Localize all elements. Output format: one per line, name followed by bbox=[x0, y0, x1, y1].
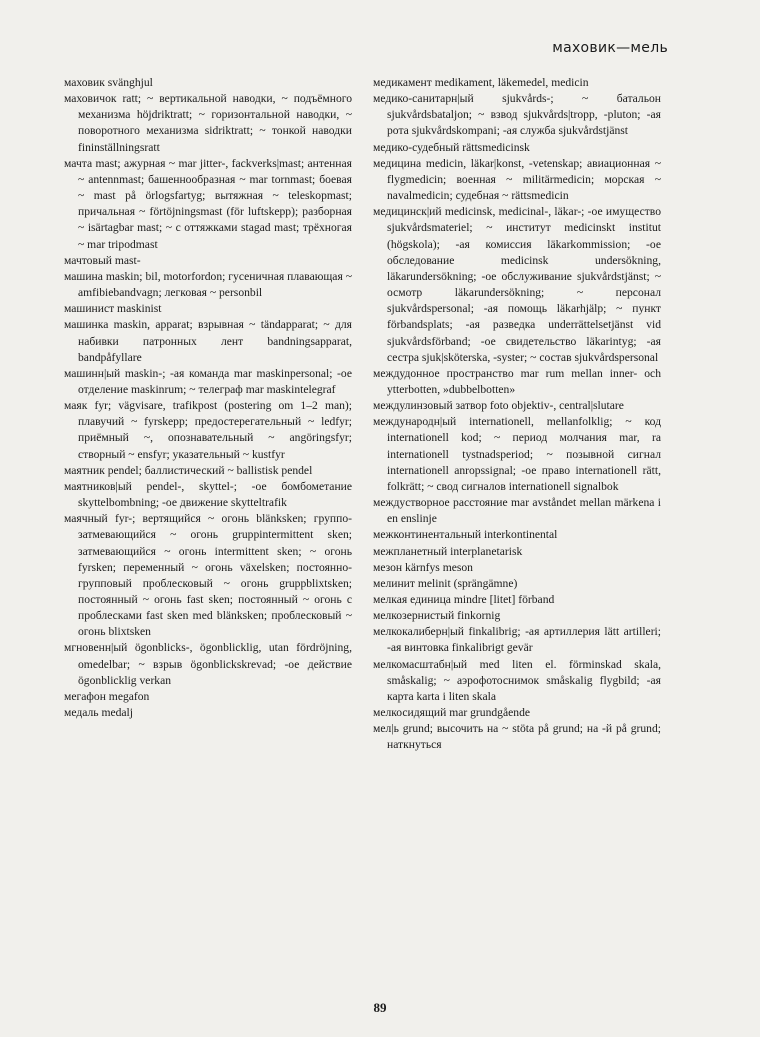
dictionary-entry: машинист maskinist bbox=[64, 302, 162, 316]
dictionary-entry: маятник pendel; баллистический ~ ballistisk pendel bbox=[64, 463, 313, 477]
page-number: 89 bbox=[373, 1000, 387, 1015]
right-column bbox=[373, 75, 661, 754]
dictionary-entry: мел|ь grund; высочить на ~ stöta på grund; на -й på grund; наткнуться bbox=[373, 722, 661, 752]
dictionary-entry: машинка maskin, apparat; взрывная ~ tändapparat; ~ для набивки патронных лент bandningsapparat, bandpåfyllare bbox=[64, 318, 352, 364]
dictionary-entry: мелкомасштабн|ый med liten el. förminskad skala, småskalig; ~ аэрофотоснимок småskalig flygbild; -ая карта karta i liten skala bbox=[373, 657, 661, 703]
dictionary-entry: мегафон megafon bbox=[64, 689, 150, 703]
dictionary-entry: мачтовый mast- bbox=[64, 253, 141, 267]
dictionary-entry: мачта mast; ажурная ~ mar jitter-, fackverks|mast; антенная ~ antennmast; башеннообразная ~ mar tornmast; боевая ~ mast på örlogsfartyg; вытяжная ~ teleskopmast; причальная ~ förtöjningsmast (för luftskepp); разборная ~ isärtagbar mast; ~ с оттяжками stagad mast; трёхногая ~ mar tripodmast bbox=[64, 156, 352, 251]
dictionary-entry: мелинит melinit (sprängämne) bbox=[373, 576, 518, 590]
left-column bbox=[64, 75, 352, 721]
dictionary-entry: междудонное пространство mar rum mellan inner- och ytterbotten, »dubbelbotten» bbox=[373, 366, 661, 396]
dictionary-entry: междустворное расстояние mar avståndet mellan märkena i en enslinje bbox=[373, 496, 661, 526]
dictionary-entry: мелкая единица mindre [litet] förband bbox=[373, 593, 555, 606]
dictionary-entry: машинн|ый maskin-; -ая команда mar maskinpersonal; -ое отделение maskinrum; ~ телеграф mar maskintelegraf bbox=[64, 366, 352, 396]
dictionary-entry: машина maskin; bil, motorfordon; гусеничная плавающая ~ amfibiebandvagn; легковая ~ personbil bbox=[64, 269, 352, 300]
dictionary-entry: междулинзовый затвор foto objektiv-, central|slutare bbox=[373, 399, 624, 413]
dictionary-entry: медицина medicin, läkar|konst, -vetenskap; авиационная ~ flygmedicin; военная ~ militärmedicin; морская ~ navalmedicin; судебная ~ rättsmedicin bbox=[373, 156, 661, 203]
running-head: маховик—мель bbox=[552, 40, 668, 56]
dictionary-entry: маховичок ratt; ~ вертикальной наводки, ~ подъёмного механизма höjdriktratt; ~ горизонтальной наводки, ~ поворотного механизма sidriktratt; ~ тонкой наводки fininställningsratt bbox=[64, 92, 352, 154]
dictionary-entry: мезон kärnfys meson bbox=[373, 560, 473, 574]
dictionary-entry: международн|ый internationell, mellanfolklig; ~ код internationell kod; ~ период молчания mar, ra internationell tystnadsperiod; ~ позывной сигнал internationell anropssignal; -ое право internationell rätt, folkrätt; ~ свод сигналов internationell signalbok bbox=[373, 415, 661, 493]
dictionary-entry: мелкосидящий mar grundgående bbox=[373, 706, 531, 720]
dictionary-entry: маятников|ый pendel-, skyttel-; -ое бомбометание skyttelbombning; -ое движение skytteltrafik bbox=[64, 479, 352, 510]
dictionary-entry: маяк fyr; vägvisare, trafikpost (postering om 1–2 man); плавучий ~ fyrskepp; предостерегательный ~ ledfyr; приёмный ~, опознавательный ~ angöringsfyr; створный ~ ensfyr; указательный ~ kustfyr bbox=[64, 399, 352, 461]
dictionary-entry: маховик svänghjul bbox=[64, 76, 153, 89]
dictionary-entry: медаль medalj bbox=[64, 706, 133, 720]
dictionary-entry: медикамент medikament, läkemedel, medicin bbox=[373, 76, 589, 89]
dictionary-entry: мелкокалиберн|ый finkalibrig; -ая артиллерия lätt artilleri; -ая винтовка finkalibrigt gevär bbox=[373, 625, 661, 655]
dictionary-entry: медицинск|ий medicinsk, medicinal-, läkar-; -ое имущество sjukvårdsmateriel; ~ институт medicinskt institut (högskola); -ая комиссия läkarkommission; -ое обследование medicinsk undersökning, läkarundersökning; -ое обслуживание sjukvårdstjänst; ~ осмотр läkarundersökning; ~ персонал sjukvårdspersonal; -ая помощь läkarhjälp; ~ пункт förbandsplats; -ая разведка underrättelsetjänst vid sjukvårdsförband; -ое свидетельство läkarintyg; -ая сестра sjuk|sköterska, -syster; ~ состав sjukvårdspersonal bbox=[373, 205, 661, 364]
dictionary-entry: межконтинентальный interkontinental bbox=[373, 528, 558, 542]
dictionary-entry: медико-санитарн|ый sjukvårds-; ~ батальон sjukvårdsbataljon; ~ взвод sjukvårds|tropp, -pluton; -ая рота sjukvårdskompani; -ая служба sjukvårdstjänst bbox=[373, 92, 661, 138]
dictionary-entry: мелкозернистый finkornig bbox=[373, 609, 501, 623]
dictionary-entry: медико-судебный rättsmedicinsk bbox=[373, 140, 530, 154]
dictionary-entry: мгновенн|ый ögonblicks-, ögonblicklig, utan fördröjning, omedelbar; ~ взрыв ögonblickskrevad; -ое действие ögonblicklig verkan bbox=[64, 641, 352, 687]
dictionary-entry: межпланетный interplanetarisk bbox=[373, 544, 523, 558]
dictionary-entry: маячный fyr-; вертящийся ~ огонь blänksken; группо-затмевающийся ~ огонь gruppintermittent sken; затмевающийся ~ огонь intermittent sken; ~ огонь fyrsken; переменный ~ огонь växelsken; постоянно-групповый проблесковый ~ огонь gruppblixtsken; постоянный ~ огонь fast sken; постоянный ~ огонь с проблесками fast sken med blänksken; проблесковый ~ огонь blixtsken bbox=[64, 512, 352, 639]
